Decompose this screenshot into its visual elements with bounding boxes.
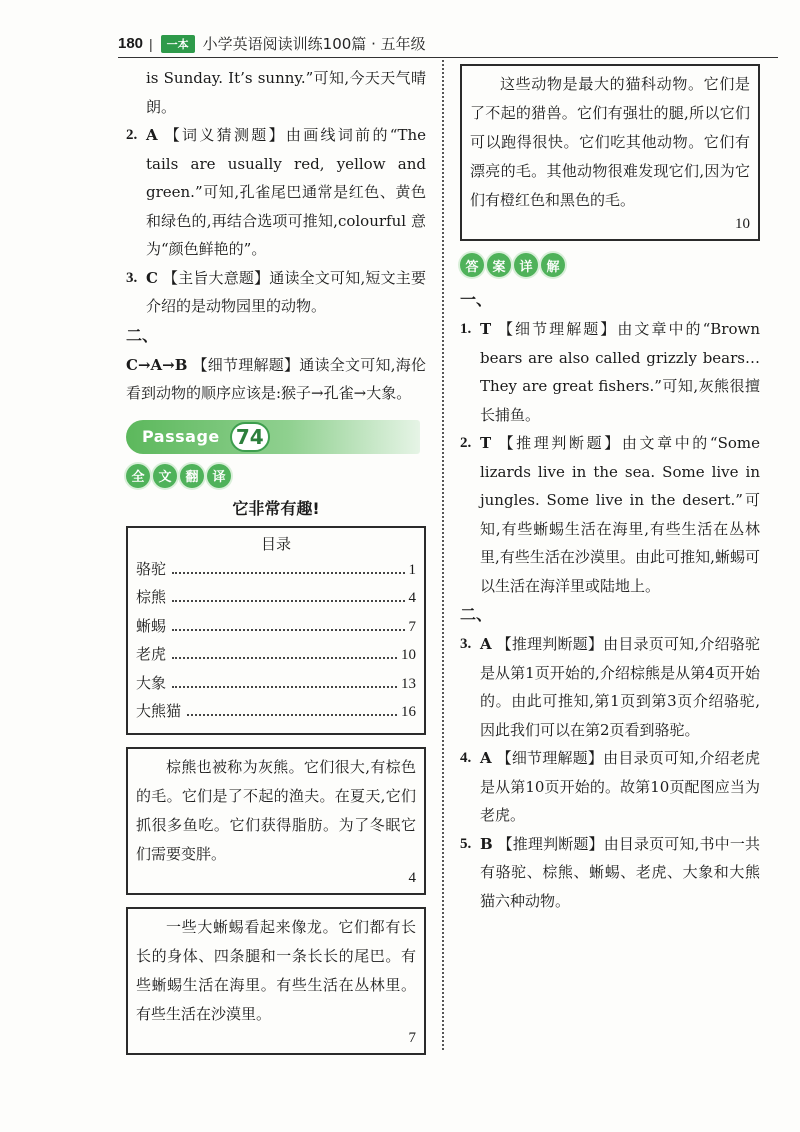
- toc-row: 老虎 10: [136, 645, 416, 663]
- book-page-number: 10: [735, 216, 750, 232]
- answer-explanation: 通读全文可知,短文主要介绍的是动物园里的动物。: [146, 268, 426, 315]
- answer-explanation: 由目录页可知,介绍老虎是从第10页开始的。故第10页配图应当为老虎。: [480, 749, 760, 824]
- order-answer-explanation: 通读全文可知,海伦看到动物的顺序应该是:猴子→孔雀→大象。: [126, 355, 426, 402]
- answer-letter: C: [146, 268, 158, 287]
- question-type-tag: 【主旨大意题】: [162, 268, 270, 287]
- answer-heading: [460, 253, 760, 277]
- question-type-tag: 【推理判断题】: [497, 834, 604, 853]
- answer-explanation: 由画线词前的“The tails are usually red, yellow and green.”可知,孔雀尾巴通常是红色、黄色和绿色的,再结合选项可推知,colourful 意为“颜色鲜艳的”。: [146, 126, 426, 258]
- question-type-tag: 【细节理解题】: [498, 320, 618, 338]
- answer-badge-char: 案: [487, 253, 511, 277]
- left-column: [126, 64, 426, 1067]
- order-answer-sequence: C→A→B: [126, 355, 188, 374]
- answer-letter: T: [480, 434, 492, 452]
- answer-item-5: [460, 830, 760, 916]
- toc-row: 骆驼 1: [136, 559, 416, 578]
- answer-badge-char: 答: [460, 253, 484, 277]
- answer-item-4: [460, 744, 760, 830]
- column-divider: [442, 60, 444, 1050]
- book-page-bear: [126, 747, 426, 895]
- question-type-tag: 【词义猜测题】: [164, 126, 286, 144]
- answer-item-3: [460, 630, 760, 744]
- book-page-text: 这些动物是最大的猫科动物。它们是了不起的猎兽。它们有强壮的腿,所以它们可以跑得很快。它们吃其他动物。它们有漂亮的毛。其他动物很难发现它们,因为它们有橙红色和黑色的毛。: [470, 75, 750, 209]
- question-type-tag: 【推理判断题】: [496, 635, 604, 653]
- book-page-tiger: [460, 64, 760, 241]
- page-number: 180: [118, 35, 144, 52]
- toc-row: 棕熊 4: [136, 588, 416, 606]
- toc-row: 大熊猫 16: [136, 702, 416, 720]
- answer-badge-char: 解: [541, 253, 565, 277]
- answer-letter: T: [480, 320, 492, 338]
- answer-letter: A: [480, 635, 492, 653]
- passage-label: Passage: [142, 427, 220, 446]
- answer-explanation: 由目录页可知,介绍骆驼是从第1页开始的,介绍棕熊是从第4页开始的。由此可推知,第1页到第3页介绍骆驼,因此我们可以在第2页看到骆驼。: [480, 635, 760, 739]
- toc-row: 大象 13: [136, 673, 416, 692]
- passage-number: 74: [230, 422, 270, 452]
- answer-item-2: [126, 121, 426, 264]
- answer-number: 5.: [460, 835, 472, 852]
- book-page-text: 一些大蜥蜴看起来像龙。它们都有长长的身体、四条腿和一条长长的尾巴。有些蜥蜴生活在海里。有些生活在丛林里。有些生活在沙漠里。: [136, 917, 416, 1023]
- answer-item-2: [460, 429, 760, 600]
- answer-badge-char: 详: [514, 253, 538, 277]
- header-separator: |: [149, 35, 153, 52]
- translation-badge-char: 翻: [180, 464, 204, 488]
- book-page-lizard: [126, 907, 426, 1055]
- order-answer: [126, 351, 426, 408]
- answer-number: 3.: [460, 636, 472, 652]
- answer-number: 2.: [126, 127, 138, 143]
- translation-badge-char: 文: [153, 464, 177, 488]
- passage-banner: [126, 420, 420, 454]
- answer-explanation: 由文章中的“Some lizards live in the sea. Some live in jungles. Some live in the desert.”可知,有些蜥蜴生活在海里,有些生活在丛林里,有些生活在沙漠里。由此可推知,蜥蜴可以生活在海洋里或陆地上。: [480, 434, 760, 595]
- answer-number: 3.: [126, 269, 138, 286]
- translation-badge-char: 译: [207, 464, 231, 488]
- book-title: 小学英语阅读训练100篇 · 五年级: [202, 35, 426, 53]
- answer-item-3: [126, 264, 426, 321]
- right-column: [460, 64, 760, 915]
- answer-letter: A: [480, 749, 492, 767]
- answer-continuation: is Sunday. It’s sunny.”可知,今天天气晴朗。: [146, 69, 426, 116]
- answer-explanation: 由文章中的“Brown bears are also called grizzly bears…They are great fishers.”可知,灰熊很擅长捕鱼。: [480, 320, 760, 424]
- translation-heading: [126, 464, 426, 488]
- toc-row: 蜥蜴 7: [136, 616, 416, 635]
- story-title: 它非常有趣!: [232, 498, 320, 518]
- translation-badge-char: 全: [126, 464, 150, 488]
- answer-letter: B: [480, 834, 493, 853]
- page-header: [118, 30, 778, 58]
- answer-number: 1.: [460, 321, 472, 337]
- answer-explanation: 由目录页可知,书中一共有骆驼、棕熊、蜥蜴、老虎、大象和大熊猫六种动物。: [480, 834, 760, 910]
- book-page-number: 4: [408, 869, 416, 886]
- answer-letter: A: [146, 126, 158, 144]
- book-page-text: 棕熊也被称为灰熊。它们很大,有棕色的毛。它们是了不起的渔夫。在夏天,它们抓很多鱼吃。它们获得脂肪。为了冬眠它们需要变胖。: [136, 757, 416, 863]
- section-heading-2: 二、: [460, 605, 493, 624]
- answer-item-1: [460, 315, 760, 429]
- answer-number: 4.: [460, 750, 472, 766]
- book-page-number: 7: [408, 1029, 416, 1046]
- section-heading-2: 二、: [126, 325, 159, 345]
- toc-title: 目录: [260, 534, 291, 553]
- question-type-tag: 【推理判断题】: [498, 434, 622, 452]
- table-of-contents: [126, 526, 426, 735]
- question-type-tag: 【细节理解题】: [496, 749, 604, 767]
- question-type-tag: 【细节理解题】: [192, 355, 300, 374]
- publisher-logo: 一本: [161, 35, 195, 53]
- answer-number: 2.: [460, 435, 472, 451]
- section-heading-1: 一、: [460, 290, 493, 309]
